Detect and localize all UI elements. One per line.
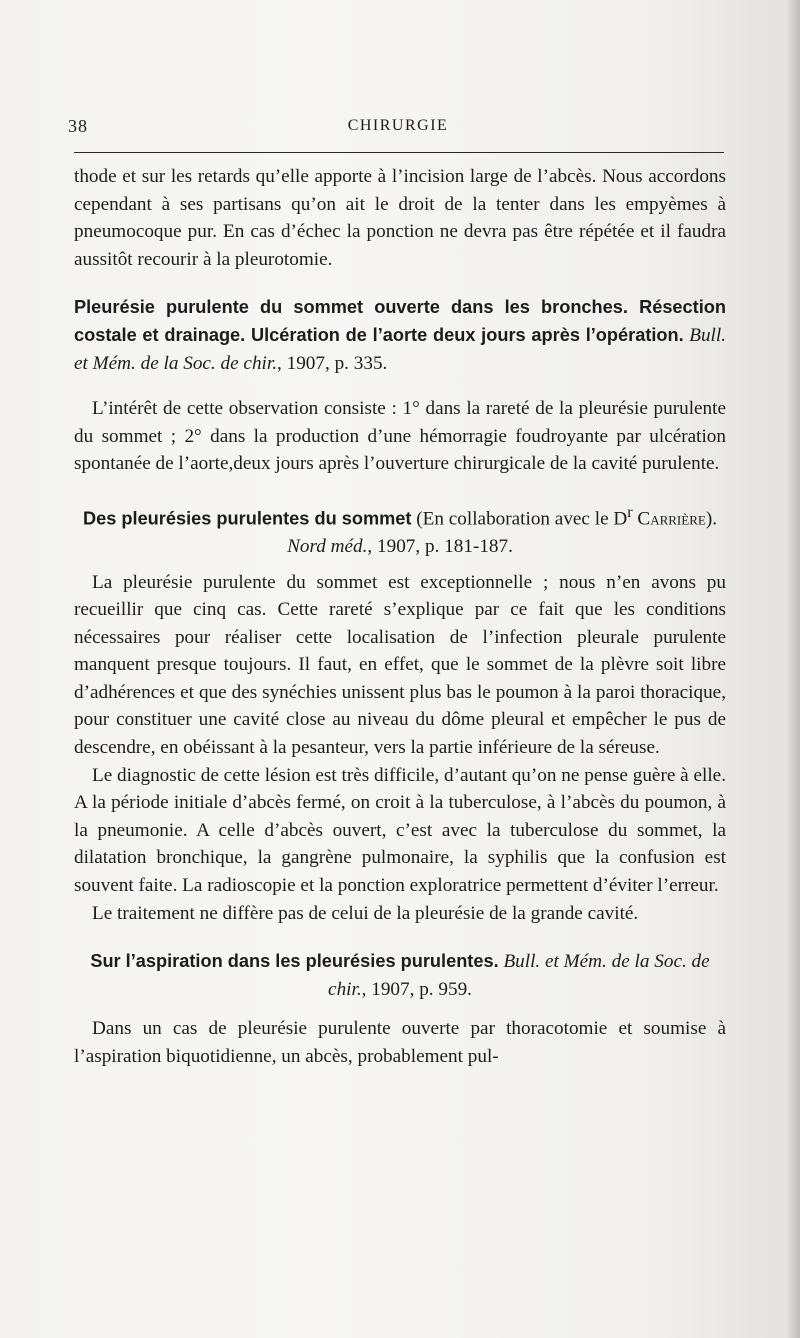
continued-paragraph: thode et sur les retards qu’elle apporte à l’incision large de l’abcès. Nous accordons cependant à ses partisans qu’on ait le droit de la tenter dans les empyèmes à pneumocoque pur. En cas d’échec la ponction ne devra pas être répétée et il faudra aussitôt recourir à la pleurotomie. — [74, 166, 726, 270]
page-header — [68, 116, 728, 140]
reference-detail: , 1907, p. 959. — [361, 978, 472, 1000]
running-head: CHIRURGIE — [347, 117, 449, 134]
entry-paragraph: Le traitement ne diffère pas de celui de la pleurésie de la grande cavité. — [92, 902, 639, 924]
entry-paragraph: La pleurésie purulente du sommet est exceptionnelle ; nous n’en avons pu recueillir que cinq cas. Cette rareté s’explique par ce fait que les conditions nécessaires pour réaliser cette localisation de l’infection pleurale purulente manquent presque toujours. Il faut, en effet, que le sommet de la plèvre soit libre d’adhérences et que des synéchies unissent plus bas le poumon à la paroi thoracique, pour constituer une cavité close au niveau du dôme pleural et empêcher le pus de descendre, en obéissant à la pesanteur, vers la partie inférieure de la séreuse. — [74, 571, 726, 759]
page-number: 38 — [68, 116, 88, 136]
entry-title: Sur l’aspiration dans les pleurésies purulentes. — [90, 951, 499, 972]
entry-paragraph: Dans un cas de pleurésie purulente ouverte par thoracotomie et soumise à l’aspiration biquotidienne, un abcès, probablement pul- — [74, 1018, 726, 1068]
entry-heading — [74, 294, 726, 377]
collaboration-sup: r — [627, 503, 633, 521]
header-rule — [74, 152, 724, 153]
collaboration-suffix: ). — [705, 508, 717, 530]
reference-detail: , 1907, p. 335. — [277, 352, 388, 374]
body-text — [74, 163, 726, 1071]
entry-title: Pleurésie purulente du sommet ouverte dans les bronches. Résection costale et drainage. Ulcération de l’aorte deux jours après l’opération. — [74, 297, 726, 345]
journal-reference: Bull. et Mém. de la — [503, 951, 650, 973]
collaborator-name: Carrière — [637, 508, 706, 530]
entry-paragraph: Le diagnostic de cette lésion est très difficile, d’autant qu’on ne pense guère à elle. A la période initiale d’abcès fermé, on croit à la tuberculose, à l’abcès du poumon, à la pneumonie. A celle d’abcès ouvert, c’est avec la tuberculose du sommet, la dilatation bronchique, la gangrène pulmonaire, la syphilis que la confusion est souvent faite. La radioscopie et la ponction exploratrice permettent d’éviter l’erreur. — [74, 764, 726, 897]
reference-detail: , 1907, p. 181-187. — [367, 535, 513, 557]
entry-heading — [74, 499, 726, 561]
entry-title: Des pleurésies purulentes du sommet — [82, 508, 412, 529]
collaboration-note: (En collaboration avec le D — [411, 508, 628, 530]
journal-reference: Bull. et Mém. de la Soc. de chir. — [74, 324, 726, 374]
entry-heading — [74, 948, 726, 1003]
journal-reference: Nord méd. — [287, 535, 368, 557]
entry-paragraph: L’intérêt de cette observation consiste : 1° dans la rareté de la pleurésie purulente du sommet ; 2° dans la production d’une hémorragie foudroyante par ulcération spontanée de l’aorte,deux jours après l’ouverture chirurgicale de la cavité purulente. — [74, 398, 726, 475]
journal-reference-cont: Soc. de chir. — [328, 951, 710, 1000]
